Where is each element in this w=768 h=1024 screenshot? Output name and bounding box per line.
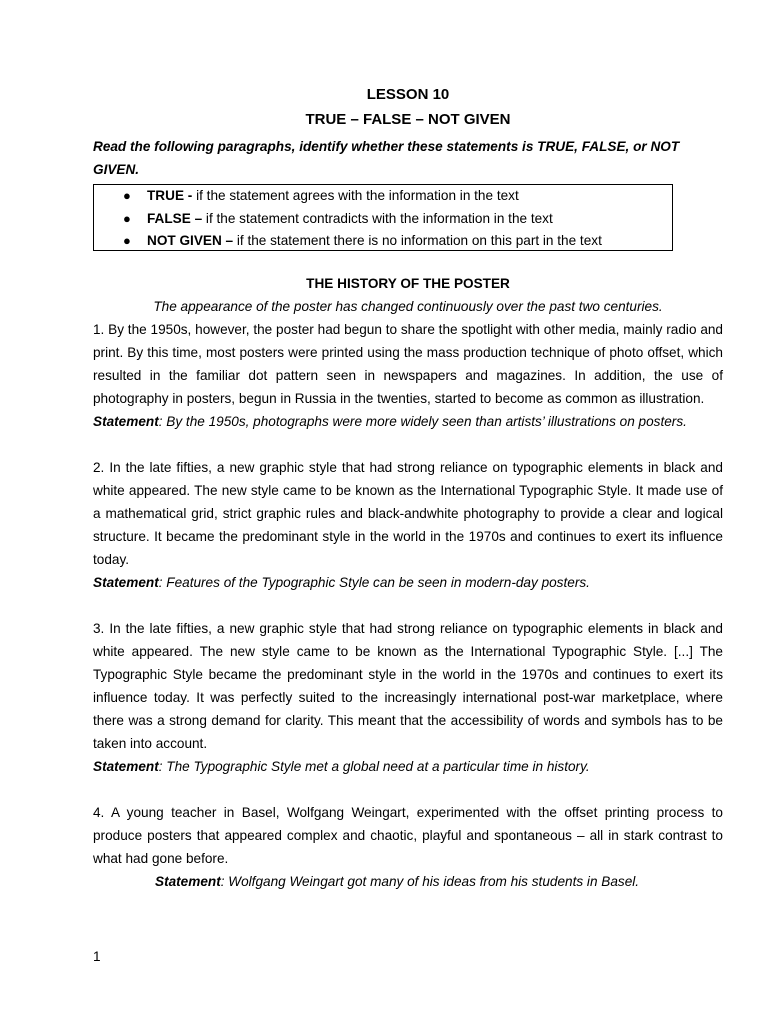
legend-term: TRUE - bbox=[147, 188, 197, 203]
statement-1 bbox=[93, 410, 723, 433]
document-page bbox=[93, 84, 723, 893]
paragraph-4: 4. A young teacher in Basel, Wolfgang Weingart, experimented with the offset printing process to produce posters that appeared complex and chaotic, playful and spontaneous – all in stark contrast to what had gone before. bbox=[93, 805, 723, 866]
paragraph-3: 3. In the late fifties, a new graphic style that had strong reliance on typographic elements in black and white appeared. The new style came to be known as the International Typographic Style. [...] The Typographic Style became the predominant style in the world in the 1970s and continues to exert its influence today. It was perfectly suited to the increasingly international post-war marketplace, where there was a strong demand for clarity. This meant that the accessibility of words and symbols has to be taken into account. bbox=[93, 621, 723, 751]
legend-item-false bbox=[123, 208, 672, 231]
lesson-subtitle: TRUE – FALSE – NOT GIVEN bbox=[305, 111, 511, 128]
statement-text: : By the 1950s, photographs were more widely seen than artists’ illustrations on posters. bbox=[158, 414, 687, 429]
paragraph-2: 2. In the late fifties, a new graphic style that had strong reliance on typographic elements in black and white appeared. The new style came to be known as the International Typographic Style. It made use of a mathematical grid, strict graphic rules and black-andwhite photography to provide a clear and logical structure. It became the predominant style in the world in the 1970s and continues to exert its influence today. bbox=[93, 460, 723, 567]
spacer bbox=[93, 433, 723, 456]
statement-label: Statement bbox=[93, 575, 159, 590]
spacer bbox=[93, 594, 723, 617]
statement-4 bbox=[93, 870, 723, 893]
bullet-icon: ● bbox=[123, 233, 131, 249]
statement-label: Statement bbox=[93, 414, 159, 429]
statement-label: Statement bbox=[155, 874, 221, 889]
spacer bbox=[93, 778, 723, 801]
statement-text: : Wolfgang Weingart got many of his ideas from his students in Basel. bbox=[220, 874, 640, 889]
statement-3 bbox=[93, 755, 723, 778]
legend-item-true bbox=[123, 185, 672, 208]
bullet-icon: ● bbox=[123, 188, 131, 203]
paragraph-1: 1. By the 1950s, however, the poster had begun to share the spotlight with other media, mainly radio and print. By this time, most posters were printed using the mass production technique of photo offset, which resulted in the familiar dot pattern seen in newspapers and magazines. In addition, the use of photography in posters, begun in Russia in the twenties, started to become as common as illustration. bbox=[93, 322, 723, 406]
legend-item-not-given bbox=[123, 230, 672, 253]
instructions: Read the following paragraphs, identify whether these statements is TRUE, FALSE, or NOT GIVEN. bbox=[93, 139, 680, 177]
statement-2 bbox=[93, 571, 723, 594]
legend-box bbox=[93, 184, 673, 251]
legend-term: FALSE – bbox=[147, 210, 203, 226]
legend-list bbox=[94, 185, 672, 253]
legend-term: NOT GIVEN – bbox=[147, 233, 234, 249]
legend-definition: if the statement agrees with the information in the text bbox=[196, 188, 519, 203]
legend-definition: if the statement there is no information on this part in the text bbox=[233, 233, 602, 249]
statement-text: : Features of the Typographic Style can be seen in modern-day posters. bbox=[158, 575, 590, 590]
article-title: THE HISTORY OF THE POSTER bbox=[306, 276, 510, 291]
page-number: 1 bbox=[93, 949, 101, 964]
article-subtitle: The appearance of the poster has changed continuously over the past two centuries. bbox=[153, 299, 663, 314]
statement-text: : The Typographic Style met a global need at a particular time in history. bbox=[158, 759, 590, 774]
legend-definition: if the statement contradicts with the information in the text bbox=[202, 210, 553, 226]
bullet-icon: ● bbox=[123, 210, 131, 226]
lesson-title: LESSON 10 bbox=[366, 86, 450, 103]
statement-label: Statement bbox=[93, 759, 159, 774]
